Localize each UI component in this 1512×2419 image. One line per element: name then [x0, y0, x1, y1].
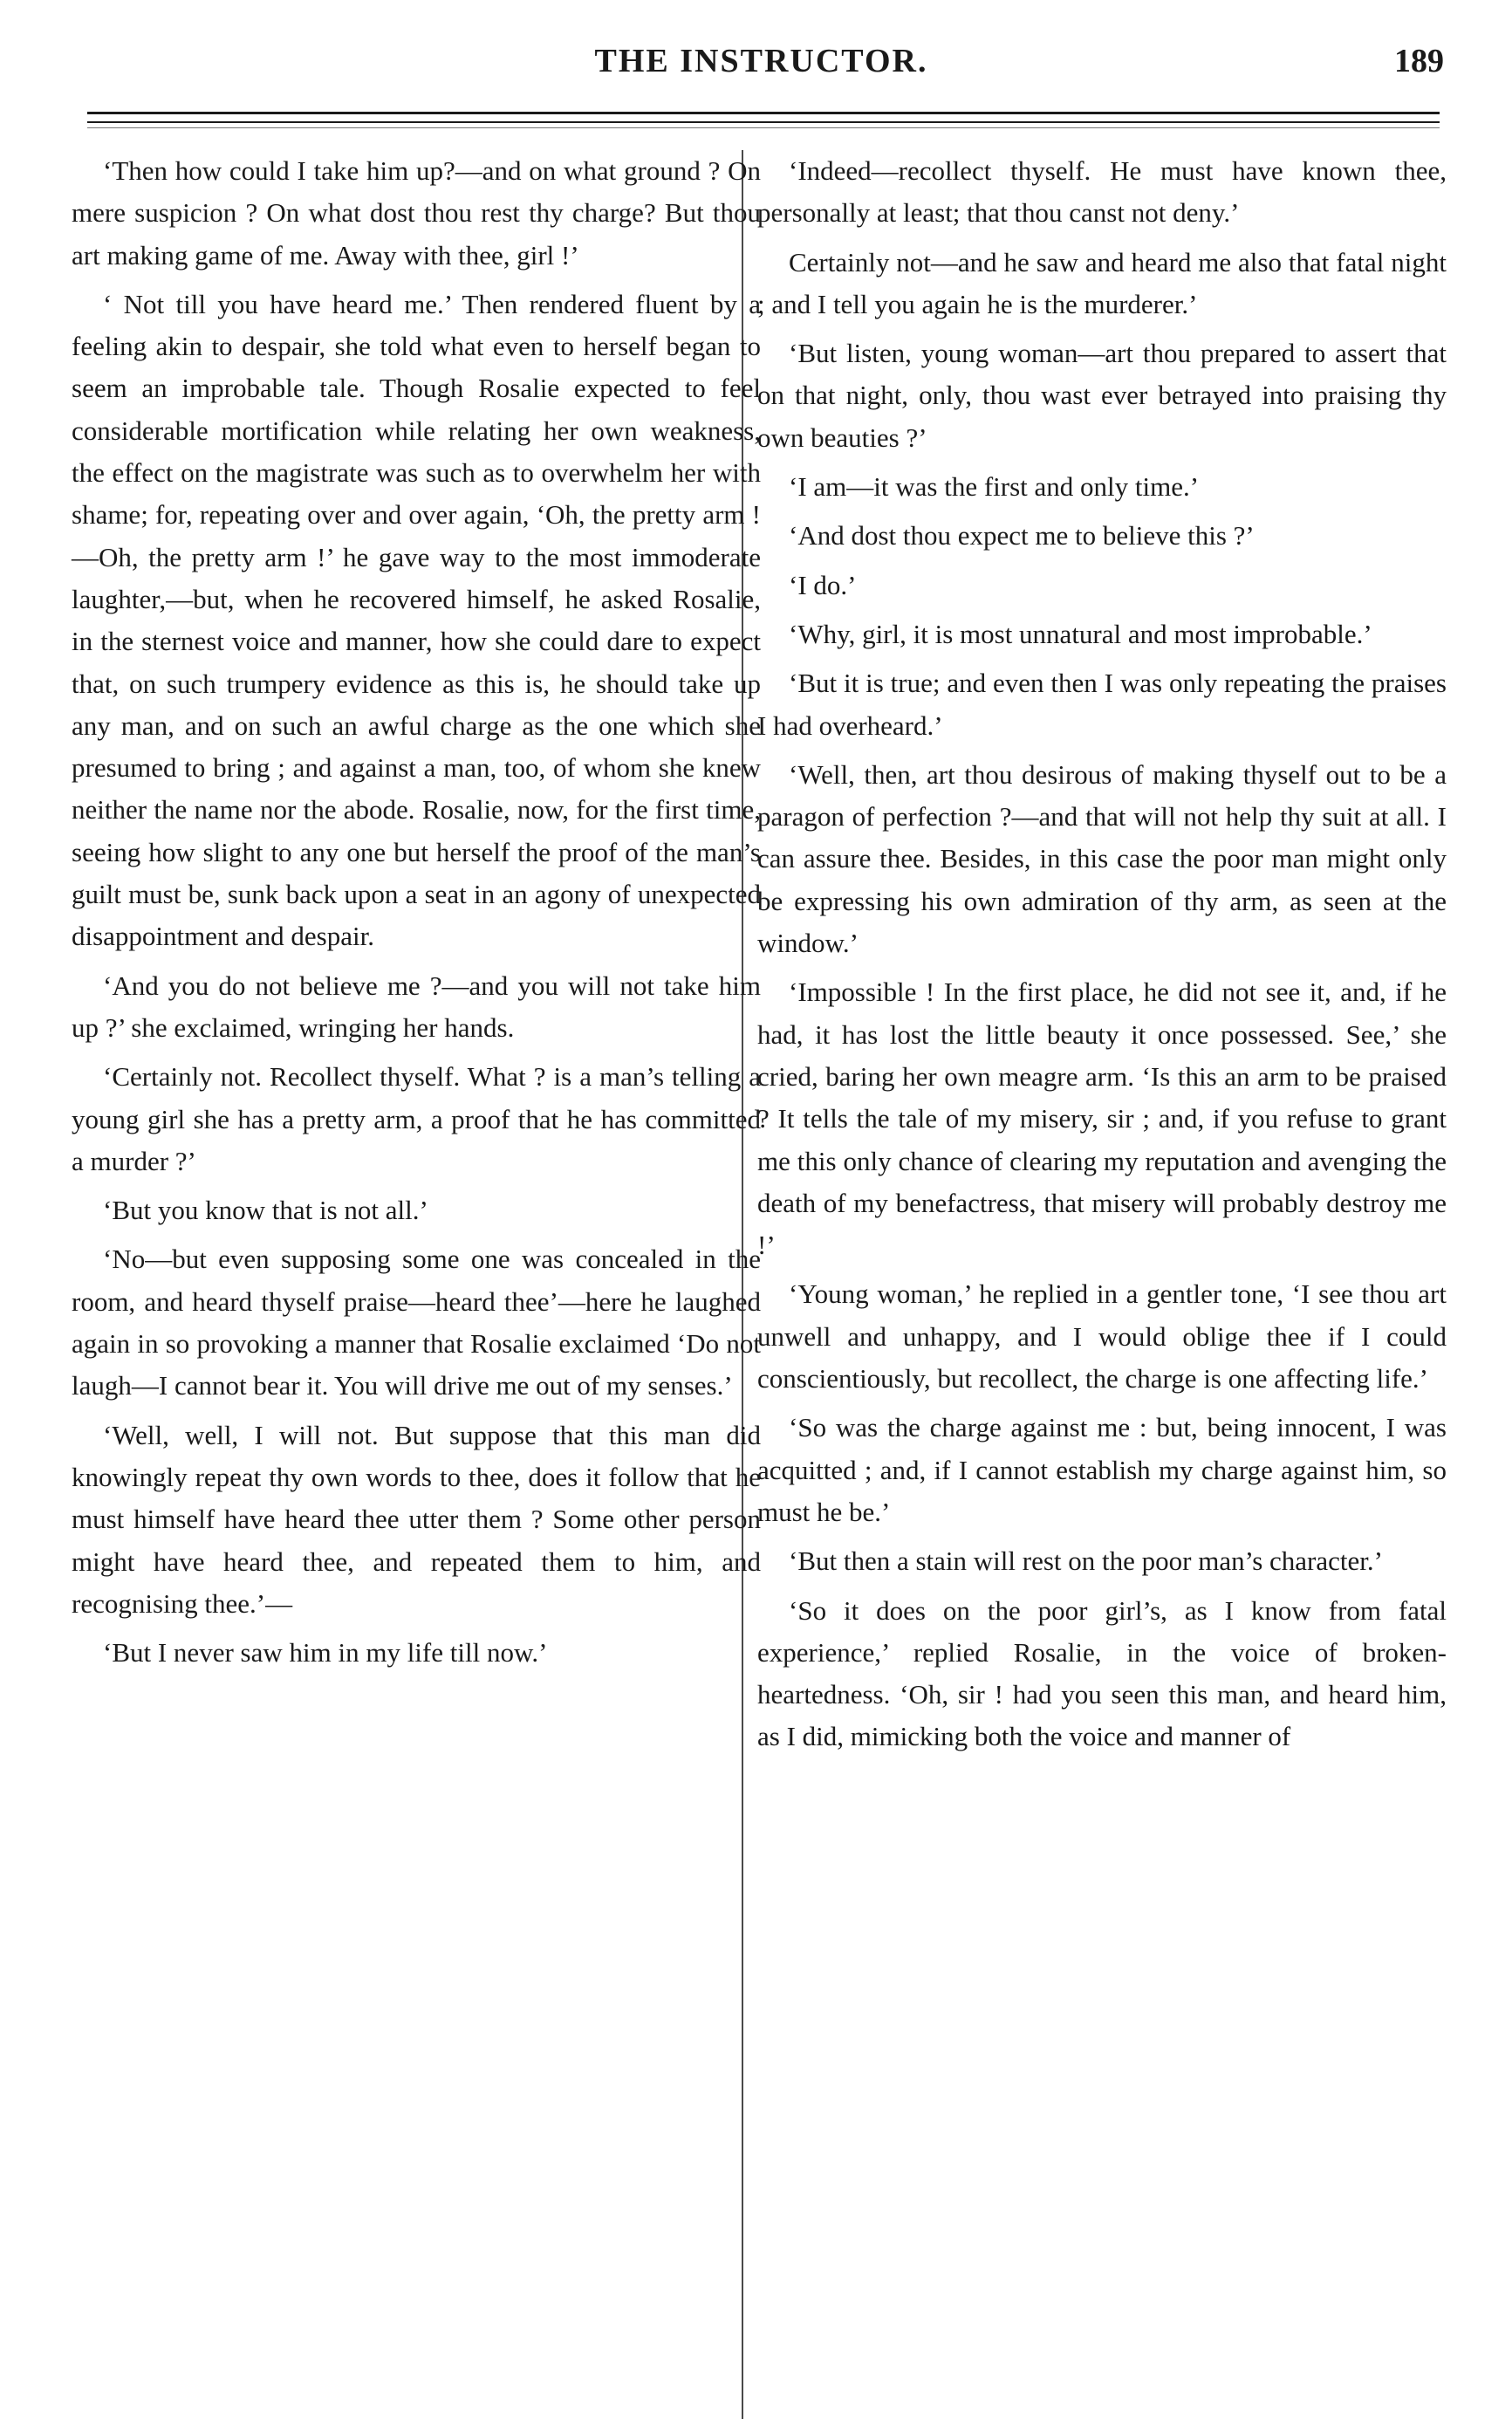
paragraph: ‘So it does on the poor girl’s, as I know from fatal experience,’ replied Rosalie, in the voice of broken-heartedness. ‘Oh, sir ! had you seen this man, and heard him, as I did, mimicking both the voice and manner of	[757, 1594, 1447, 1752]
paragraph: ‘But it is true; and even then I was only repeating the praises I had overheard.’	[757, 668, 1447, 741]
paragraph: ‘But I never saw him in my life till now.’	[103, 1637, 548, 1669]
paragraph: ‘And you do not believe me ?—and you will not take him up ?’ she exclaimed, wringing her hands.	[72, 970, 761, 1043]
paragraph: ‘Young woman,’ he replied in a gentler tone, ‘I see thou art unwell and unhappy, and I would oblige thee if I could conscientiously, but recollect, the charge is one affecting life.’	[757, 1278, 1447, 1395]
paragraph: ‘Why, girl, it is most unnatural and most improbable.’	[789, 618, 1372, 649]
header-rule-thin	[87, 127, 1440, 128]
paragraph: ‘ Not till you have heard me.’ Then rendered fluent by a feeling akin to despair, she told what even to herself began to seem an improbable tale. Though Rosalie expected to feel considerable mortification while relating her own weakness, the effect on the magistrate was such as to overwhelm her with shame; for, repeating over and over again, ‘Oh, the pretty arm !—Oh, the pretty arm !’ he gave way to the most immoderate laughter,—but, when he recovered himself, he asked Rosalie, in the sternest voice and manner, how she could dare to expect that, on such trumpery evidence as this is, he should take up any man, and on such an awful charge as the one which she presumed to bring ; and against a man, too, of whom she knew neither the name nor the abode. Rosalie, now, for the first time, seeing how slight to any one but herself the proof of the man’s guilt must be, sunk back upon a seat in an agony of unexpected disappointment and despair.	[72, 288, 761, 952]
page-number: 189	[1394, 43, 1444, 79]
paragraph: ‘But then a stain will rest on the poor man’s character.’	[789, 1545, 1383, 1577]
header-rule-thick	[87, 112, 1440, 114]
paragraph: ‘And dost thou expect me to believe this ?’	[789, 520, 1255, 552]
paragraph: ‘Then how could I take him up?—and on what ground ? On mere suspicion ? On what dost thou rest thy charge? But thou art making game of me. Away with thee, girl !’	[72, 155, 761, 271]
paragraph: ‘I am—it was the first and only time.’	[789, 471, 1200, 503]
paragraph: Certainly not—and he saw and heard me also that fatal night ; and I tell you again he is the murderer.’	[757, 246, 1447, 319]
paragraph: ‘Certainly not. Recollect thyself. What ? is a man’s telling a young girl she has a pretty arm, a proof that he has committed a murder ?’	[72, 1061, 761, 1176]
paragraph: ‘No—but even supposing some one was concealed in the room, and heard thyself praise—heard thee’—here he laughed again in so provoking a manner that Rosalie exclaimed ‘Do not laugh—I cannot bear it. You will drive me out of my senses.’	[72, 1244, 761, 1401]
paragraph: ‘But you know that is not all.’	[103, 1195, 428, 1226]
right-column	[757, 150, 1447, 1765]
header-rule-middle	[87, 121, 1440, 123]
paragraph: ‘Impossible ! In the first place, he did not see it, and, if he had, it has lost the little beauty it once possessed. See,’ she cried, baring her own meagre arm. ‘Is this an arm to be praised ? It tells the tale of my misery, sir ; and, if you refuse to grant me this only chance of clearing my reputation and avenging the death of my benefactress, that misery will probably destroy me !’	[757, 977, 1447, 1261]
paragraph: ‘But listen, young woman—art thou prepared to assert that on that night, only, thou wast ever betrayed into praising thy own beauties ?’	[757, 338, 1447, 453]
running-head	[79, 42, 1444, 94]
running-title: THE INSTRUCTOR.	[594, 43, 928, 79]
paragraph: ‘Well, well, I will not. But suppose that this man did knowingly repeat thy own words to thee, does it follow that he must himself have heard thee utter them ? Some other person might have heard thee, and repeated them to him, and recognising thee.’—	[72, 1419, 761, 1619]
paragraph: ‘I do.’	[789, 569, 857, 600]
paragraph: ‘Well, then, art thou desirous of making thyself out to be a paragon of perfection ?—and that will not help thy suit at all. I can assure thee. Besides, in this case the poor man might only be expressing his own admiration of thy arm, as seen at the window.’	[757, 758, 1447, 959]
paragraph: ‘Indeed—recollect thyself. He must have known thee, personally at least; that thou canst not deny.’	[757, 155, 1447, 229]
paragraph: ‘So was the charge against me : but, being innocent, I was acquitted ; and, if I cannot establish my charge against him, so must he be.’	[757, 1412, 1447, 1527]
left-column	[72, 150, 761, 1681]
